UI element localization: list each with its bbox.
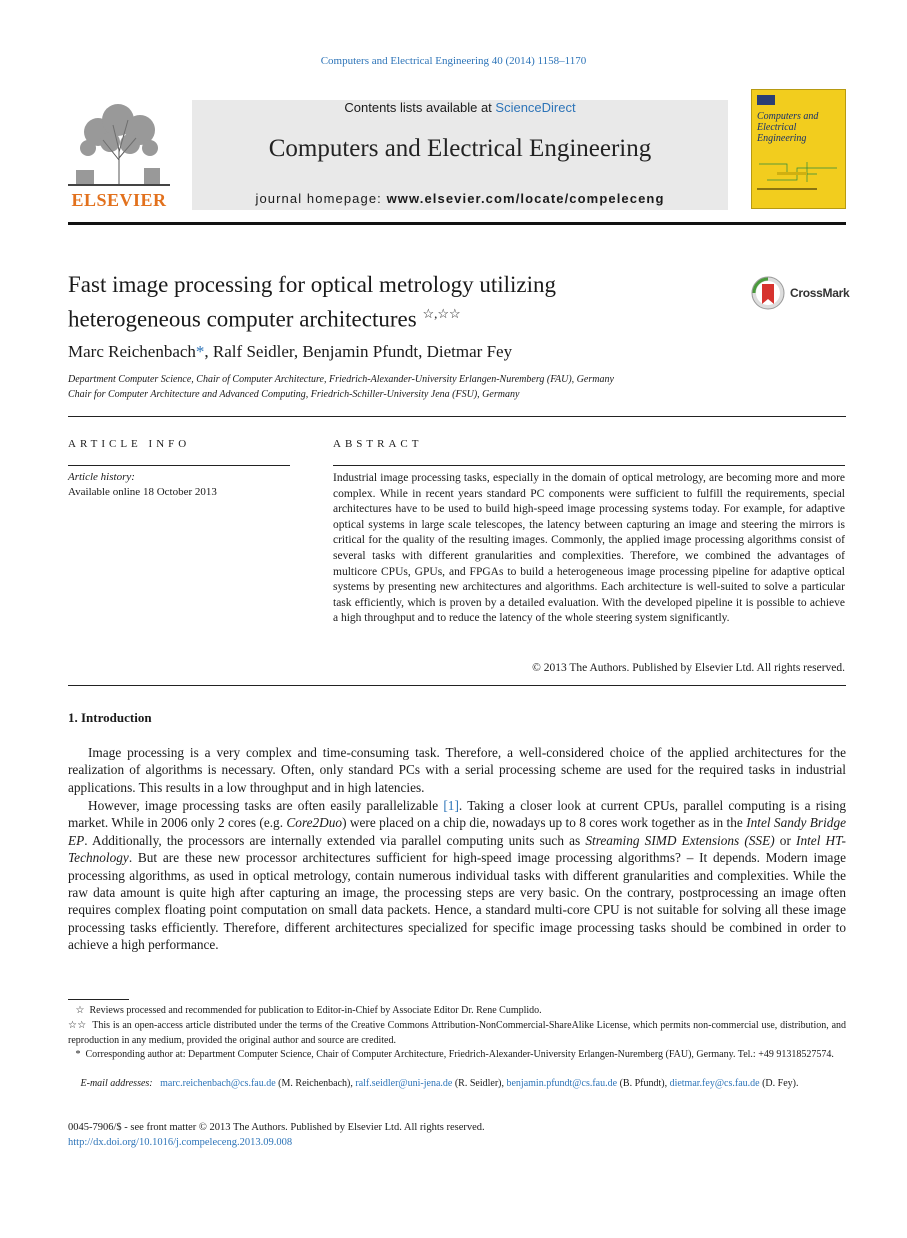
email-owner: (M. Reichenbach), (278, 1078, 353, 1089)
contents-prefix: Contents lists available at (344, 100, 496, 115)
email-link[interactable]: ralf.seidler@uni-jena.de (355, 1078, 453, 1089)
history-label: Article history: (68, 471, 135, 483)
journal-name: Computers and Electrical Engineering (268, 135, 652, 162)
text-run: ) were placed on a chip die, nowadays up to 8 cores work together as in the (342, 815, 747, 831)
footnote (68, 1004, 846, 1019)
intro-paragraph-2 (68, 797, 846, 954)
contents-line (192, 100, 728, 115)
title-line2: heterogeneous computer architectures (68, 306, 417, 332)
footnote-text: Corresponding author at: Department Computer Science, Chair of Computer Architecture, Friedrich-Alexander-University Erlangen-Nuremberg (FAU), Germany. Tel.: +49 91318527574. (85, 1049, 834, 1060)
article-title (68, 270, 708, 334)
cover-footer-bar (757, 188, 817, 190)
title-line1: Fast image processing for optical metrology utilizing (68, 272, 557, 297)
corresponding-author-mark[interactable]: * (195, 342, 205, 361)
author-name[interactable]: Benjamin Pfundt (302, 342, 419, 361)
history-value: Available online 18 October 2013 (68, 486, 217, 498)
text-run: However, image processing tasks are often easily parallelizable (88, 798, 444, 813)
italic-term: Streaming SIMD Extensions (SSE) (585, 832, 775, 848)
italic-term: Intel Sandy Bridge EP (68, 815, 846, 848)
cover-circuit-graphic (757, 160, 843, 184)
email-link[interactable]: marc.reichenbach@cs.fau.de (160, 1078, 276, 1089)
affiliation-rule (68, 416, 846, 417)
footnote-rule (68, 999, 129, 1000)
email-link[interactable]: benjamin.pfundt@cs.fau.de (506, 1078, 618, 1089)
footnote-mark: ☆ (75, 1005, 85, 1016)
email-owner: (B. Pfundt), (619, 1078, 668, 1089)
homepage-label: journal homepage: (255, 191, 387, 206)
author-list: Marc Reichenbach*, Ralf Seidler, Benjamin Pfundt, Dietmar Fey (68, 342, 513, 361)
footnote (68, 1019, 846, 1048)
author-name[interactable]: Dietmar Fey (426, 342, 513, 361)
abstract-rule (333, 465, 845, 466)
email-link[interactable]: dietmar.fey@cs.fau.de (669, 1078, 760, 1089)
italic-term: Core2Duo (286, 815, 343, 831)
crossmark-icon[interactable] (751, 276, 785, 310)
issn-line: 0045-7906/$ - see front matter © 2013 The Authors. Published by Elsevier Ltd. All rights reserved. (68, 1122, 485, 1133)
article-info-rule (68, 465, 290, 466)
homepage-line (192, 191, 728, 206)
footnote (68, 1048, 846, 1063)
cover-logo-icon (757, 95, 775, 105)
title-footnote-marks[interactable]: ☆,☆☆ (422, 306, 461, 321)
abstract-text: Industrial image processing tasks, especially in the domain of optical metrology, are becoming more and more complex. While in recent years standard PC components were sufficient to fulfill the requirements, special architectures have to be used to build high-speed image processing systems today. For example, for adaptive optical systems in large scale telescopes, the latency between capturing an image and steering the mirrors is critical for the quality of the resulting images. Commonly, the applied image processing algorithms consist of several tasks with different granularities and complexities. Therefore, we combined the advantages of multicore CPUs, GPUs, and FPGAs to build a heterogeneous image processing pipeline for adaptive optical systems by presenting new architectures and algorithms. Each architecture is well-suited to solve a particular task efficiently, which is proven by a detailed evaluation. With the developed pipeline it is possible to achieve a high throughput and to reduce the latency of the whole steering system significantly. (333, 472, 845, 625)
cover-title-line1: Computers and (757, 111, 819, 122)
journal-cover[interactable] (751, 89, 846, 209)
header-rule (68, 222, 846, 225)
doi-link[interactable]: http://dx.doi.org/10.1016/j.compeleceng.2013.09.008 (68, 1137, 293, 1148)
footnote-mark: * (75, 1049, 81, 1060)
text-run: . Taking a closer look at current CPUs, parallel computing is a rising market. While in 2006 only 2 cores (e.g. (68, 798, 846, 831)
text-run: . But are these new processor architectures sufficient for high-speed image processing algorithms? – It depends. Modern image processing algorithms, as used in optical metrology, contain numerous individual tasks with different granularities and complexities. While the raw data amount is quite high after capturing an image, the processing steps are very basic. On the contrary, postprocessing an image often requires complex floating point computation on small data packets. Hence, a standard multi-core CPU is not suitable for solving all these image processing tasks efficiently. Therefore, different architectures specialized for specific image processing tasks should be combined in order to achieve a high performance. (68, 850, 846, 953)
crossmark-label[interactable]: CrossMark (790, 286, 850, 300)
cover-title (757, 111, 843, 144)
author-name[interactable]: Marc Reichenbach (68, 342, 196, 361)
italic-term: Intel HT-Technology (68, 832, 846, 866)
affiliation: Chair for Computer Architecture and Advanced Computing, Friedrich-Schiller-University Jena (FSU), Germany (68, 389, 520, 400)
journal-reference[interactable]: Computers and Electrical Engineering 40 (2014) 1158–1170 (320, 55, 587, 67)
sciencedirect-link[interactable]: ScienceDirect (495, 100, 576, 115)
abstract-heading: ABSTRACT (333, 438, 423, 450)
email-footnote (68, 1077, 846, 1092)
footnote-text: This is an open-access article distributed under the terms of the Creative Commons Attribution-NonCommercial-ShareAlike License, which permits non-commercial use, distribution, and reproduction in any medium, provided the original author and source are credited. (68, 1020, 847, 1046)
footnote-mark: ☆☆ (68, 1020, 87, 1031)
cover-title-line2: Electrical Engineering (757, 122, 807, 144)
author-name[interactable]: Ralf Seidler (212, 342, 294, 361)
section-heading: 1. Introduction (68, 710, 152, 725)
email-label: E-mail addresses: (80, 1078, 153, 1089)
text-run: . Additionally, the processors are internally extended via parallel computing units such as (84, 832, 586, 848)
intro-paragraph-1: Image processing is a very complex and time-consuming task. Therefore, a well-considered choice of the applied architectures for the realization of algorithms is necessary. Often, only standard PCs with a serial processing scheme are used for the required tasks in industrial applications. This results in a low throughput and in high latencies. (68, 745, 846, 795)
citation-link[interactable]: [1] (443, 798, 459, 813)
homepage-url[interactable]: www.elsevier.com/locate/compeleceng (386, 191, 665, 206)
abstract-bottom-rule (68, 685, 846, 686)
email-owner: (D. Fey). (762, 1078, 799, 1089)
abstract-copyright: © 2013 The Authors. Published by Elsevier Ltd. All rights reserved. (532, 662, 845, 674)
publisher-name: ELSEVIER (71, 190, 167, 210)
article-info-heading: ARTICLE INFO (68, 438, 191, 450)
email-owner: (R. Seidler), (454, 1078, 504, 1089)
affiliation: Department Computer Science, Chair of Computer Architecture, Friedrich-Alexander-University Erlangen-Nuremberg (FAU), Germany (68, 374, 614, 385)
footnote-text: Reviews processed and recommended for publication to Editor-in-Chief by Associate Editor Dr. Rene Cumplido. (89, 1005, 542, 1016)
text-run: or (774, 832, 797, 848)
